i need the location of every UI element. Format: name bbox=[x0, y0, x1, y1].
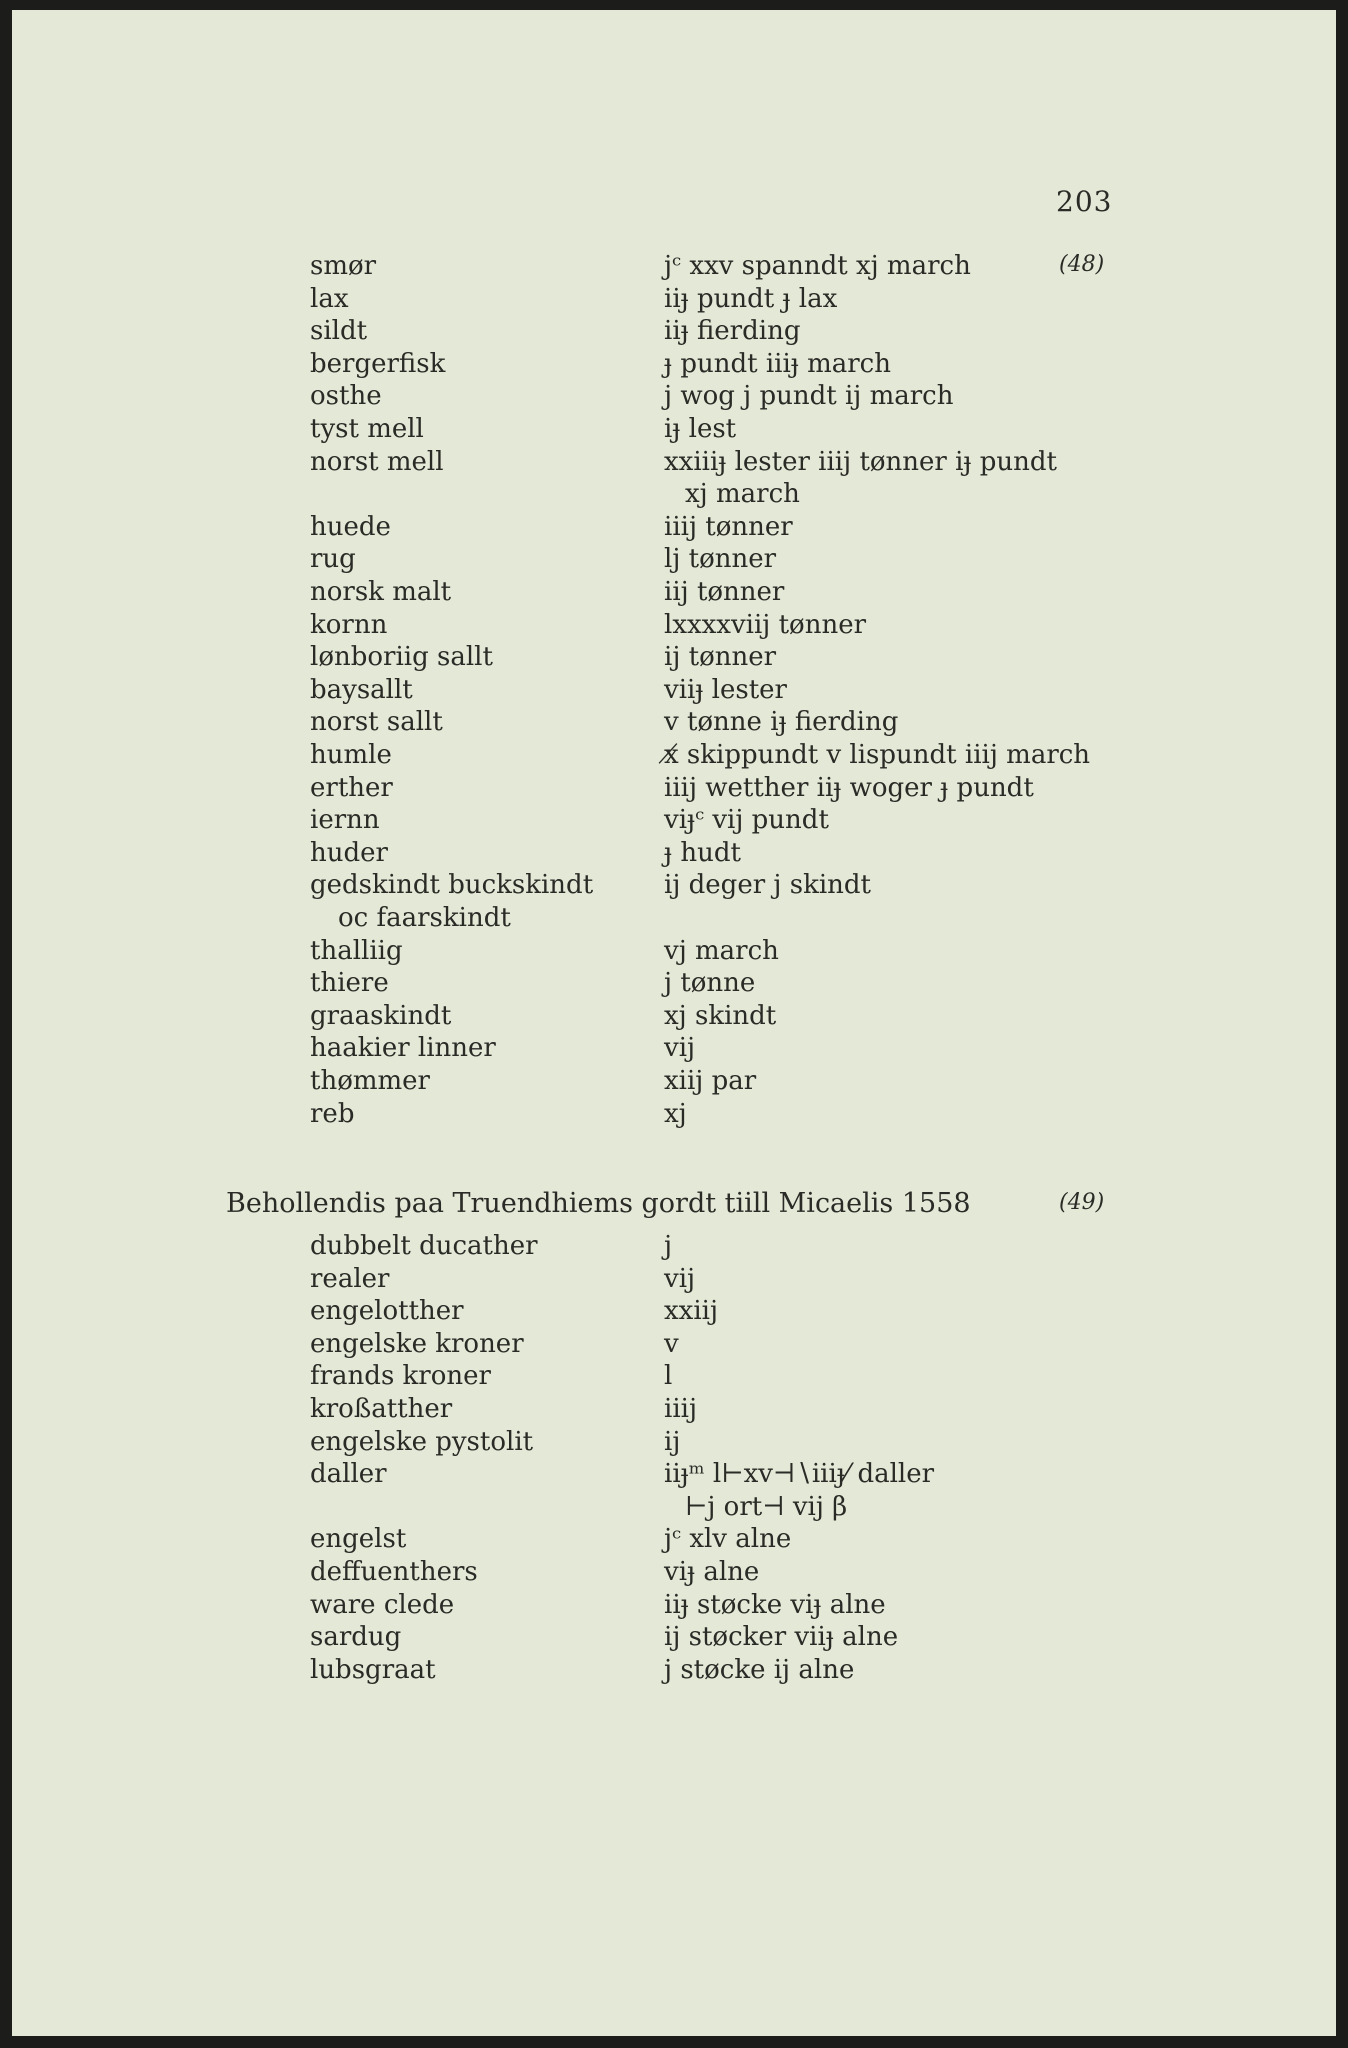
item-name: kornn bbox=[310, 609, 388, 640]
item-name: graaskindt bbox=[310, 1000, 452, 1031]
item-name: thalliig bbox=[310, 935, 403, 966]
item-quantity: vij bbox=[664, 1033, 696, 1064]
item-quantity: j støcke ij alne bbox=[664, 1654, 855, 1685]
item-quantity: iiij bbox=[664, 1394, 698, 1424]
item-quantity: iij tønner bbox=[664, 577, 785, 607]
item-name: norsk malt bbox=[310, 577, 452, 607]
item-quantity: vij bbox=[664, 1263, 696, 1294]
item-quantity: iiȷ̵ pundt ȷ̵ lax bbox=[664, 283, 838, 314]
item-name: engelotther bbox=[310, 1296, 464, 1327]
item-name: frands kroner bbox=[310, 1361, 491, 1392]
item-quantity: iȷ̵ lest bbox=[664, 414, 737, 444]
item-name: thiere bbox=[310, 968, 389, 999]
item-name: huede bbox=[310, 511, 391, 542]
item-quantity: jᶜ xxv spanndt xj march bbox=[664, 251, 971, 281]
item-name: erther bbox=[310, 772, 393, 803]
item-name: daller bbox=[310, 1459, 387, 1490]
item-quantity: lxxxxviij tønner bbox=[664, 609, 867, 640]
item-name: tyst mell bbox=[310, 414, 424, 444]
item-name: lax bbox=[310, 283, 349, 314]
item-quantity: xj skindt bbox=[664, 1000, 777, 1031]
item-quantity: ij støcker viiȷ̵ alne bbox=[664, 1622, 899, 1653]
item-name: osthe bbox=[310, 381, 382, 412]
item-quantity: j tønne bbox=[664, 968, 756, 999]
document-page bbox=[12, 10, 1336, 2036]
marginal-ref-48: (48) bbox=[1059, 252, 1105, 277]
item-name: norst sallt bbox=[310, 707, 443, 738]
item-quantity: ij bbox=[664, 1426, 681, 1457]
item-quantity: j bbox=[664, 1231, 673, 1261]
item-name: engelske pystolit bbox=[310, 1426, 534, 1457]
item-quantity: xj march bbox=[685, 479, 800, 510]
item-name: lubsgraat bbox=[310, 1654, 436, 1685]
item-name: huder bbox=[310, 837, 388, 868]
item-quantity: v bbox=[664, 1328, 679, 1359]
item-quantity: iiij wetther iiȷ̵ woger ȷ̵ pundt bbox=[664, 772, 1034, 803]
item-name: norst mell bbox=[310, 446, 444, 477]
item-quantity: viȷ̵ᶜ vij pundt bbox=[664, 805, 829, 836]
item-quantity: ȷ̵ hudt bbox=[664, 837, 741, 868]
item-quantity: viȷ̵ alne bbox=[664, 1557, 760, 1587]
item-name: smør bbox=[310, 251, 377, 281]
item-quantity: jᶜ xlv alne bbox=[664, 1524, 792, 1555]
item-quantity: iiȷ̵ fierding bbox=[664, 316, 801, 347]
item-quantity: xxiij bbox=[664, 1296, 719, 1327]
item-name: reb bbox=[310, 1098, 355, 1129]
item-name: dubbelt ducather bbox=[310, 1231, 538, 1261]
item-name: lønboriig sallt bbox=[310, 642, 493, 673]
item-quantity: iiij tønner bbox=[664, 511, 793, 542]
item-quantity: iiȷ̵ støcke viȷ̵ alne bbox=[664, 1589, 886, 1620]
marginal-ref-49: (49) bbox=[1059, 1190, 1105, 1215]
item-name: engelske kroner bbox=[310, 1328, 524, 1359]
item-quantity: ij tønner bbox=[664, 642, 777, 673]
item-name: kroßatther bbox=[310, 1394, 453, 1424]
item-name: oc faarskindt bbox=[338, 903, 511, 933]
item-name: humle bbox=[310, 740, 392, 770]
item-name: engelst bbox=[310, 1524, 407, 1555]
item-name: sildt bbox=[310, 316, 368, 347]
item-name: deffuenthers bbox=[310, 1557, 478, 1587]
item-quantity: xxiiiȷ̵ lester iiij tønner iȷ̵ pundt bbox=[664, 446, 1057, 477]
item-name: sardug bbox=[310, 1622, 402, 1653]
item-quantity: ij deger j skindt bbox=[664, 870, 871, 901]
item-quantity: x̸ skippundt v lispundt iiij march bbox=[664, 740, 1091, 770]
item-quantity: lj tønner bbox=[664, 544, 777, 575]
item-quantity: v tønne iȷ̵ fierding bbox=[664, 707, 899, 738]
item-quantity: viiȷ̵ lester bbox=[664, 674, 787, 705]
item-quantity: ⊢j ort⊣ vij β bbox=[685, 1491, 848, 1522]
item-quantity: ȷ̵ pundt iiiȷ̵ march bbox=[664, 348, 891, 379]
item-quantity: l bbox=[664, 1361, 673, 1392]
section-heading: Behollendis paa Truendhiems gordt tiill Micaelis 1558 bbox=[226, 1188, 971, 1219]
item-name: iernn bbox=[310, 805, 380, 836]
item-quantity: iiȷ̵ᵐ l⊢xv⊣∖iiiȷ̵⁄ daller bbox=[664, 1459, 935, 1490]
item-quantity: vj march bbox=[664, 935, 779, 966]
item-quantity: j wog j pundt ij march bbox=[664, 381, 954, 412]
item-name: baysallt bbox=[310, 674, 413, 705]
item-name: realer bbox=[310, 1263, 390, 1294]
item-name: rug bbox=[310, 544, 356, 575]
item-name: haakier linner bbox=[310, 1033, 496, 1064]
item-quantity: xj bbox=[664, 1098, 687, 1129]
item-quantity: xiij par bbox=[664, 1066, 757, 1096]
item-name: thømmer bbox=[310, 1066, 430, 1096]
item-name: gedskindt buckskindt bbox=[310, 870, 594, 901]
item-name: bergerfisk bbox=[310, 348, 446, 379]
page-number: 203 bbox=[1056, 185, 1113, 218]
item-name: ware clede bbox=[310, 1589, 455, 1620]
